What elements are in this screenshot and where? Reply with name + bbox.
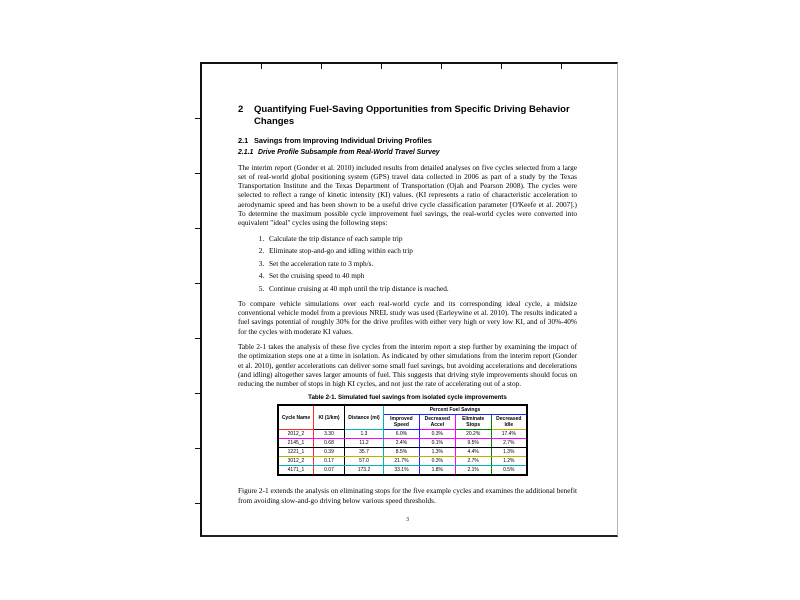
table-cell: 0.68	[314, 439, 345, 448]
table-row	[278, 430, 527, 439]
table-cell: 0.5%	[491, 466, 527, 476]
chapter-number: 2	[238, 104, 244, 115]
chapter-heading	[238, 104, 577, 127]
table-cell: 173.2	[345, 466, 384, 476]
list-item: 5. Continue cruising at 40 mph until the trip distance is reached.	[266, 284, 577, 293]
table-cell: 2.4%	[384, 439, 420, 448]
table-cell: 8.5%	[384, 448, 420, 457]
table-cell: 9.5%	[455, 439, 491, 448]
table-cell: 21.7%	[384, 457, 420, 466]
table-header	[278, 405, 527, 430]
table-cell: 1.3%	[419, 448, 455, 457]
column-group-header-percent-fuel-savings: Percent Fuel Savings	[384, 405, 528, 415]
subsection-heading	[238, 149, 577, 158]
list-item: 1. Calculate the trip distance of each sample trip	[266, 234, 577, 243]
table-cell: 35.7	[345, 448, 384, 457]
section-heading	[238, 136, 577, 145]
table-cell: 1.2%	[491, 457, 527, 466]
section-number: 2.1	[238, 136, 249, 145]
page-number: 3	[406, 517, 409, 524]
table-cell: 1.3	[345, 430, 384, 439]
table-cell: 11.2	[345, 439, 384, 448]
column-header-distance: Distance (mi)	[345, 405, 384, 430]
paragraph-table-discussion: Table 2-1 takes the analysis of these five cycles from the interim report a step further by examining the impact of the optimization steps one at a time in isolation. As indicated by other simulations from the interim report (Gonder et al. 2010), gentler accelerations can deliver some small fuel savings, but avoiding accelerations and decelerations (and idling) altogether saves larger amounts of fuel. This suggests that driving style improvements should focus on reducing the number of stops in high KI cycles, and not just the rate of accelerating out of a stop.	[238, 342, 577, 389]
list-item: 3. Set the acceleration rate to 3 mph/s.	[266, 259, 577, 268]
table-cell: 2145_1	[278, 439, 314, 448]
table-cell: 0.17	[314, 457, 345, 466]
fuel-savings-table-wrapper	[277, 404, 528, 476]
list-item: 2. Eliminate stop-and-go and idling within each trip	[266, 246, 577, 255]
section-title: Savings from Improving Individual Driving Profiles	[254, 136, 432, 145]
column-header-ki: KI (1/km)	[314, 405, 345, 430]
table-row	[278, 448, 527, 457]
table-cell: 3012_2	[278, 457, 314, 466]
column-header-cycle-name: Cycle Name	[278, 405, 314, 430]
document-page	[200, 62, 618, 537]
table-cell: 6.0%	[384, 430, 420, 439]
table-cell: 20.2%	[455, 430, 491, 439]
table-cell: 1.3%	[491, 448, 527, 457]
paragraph-intro: The interim report (Gonder et al. 2010) included results from detailed analyses on five cycles selected from a large set of real-world global positioning system (GPS) travel data collected in 2006 as part of a study by the Texas Transportation Institute and the Texas Department of Transportation (Ojah and Pearson 2008). The cycles were selected to reflect a range of kinetic intensity (KI) values. (KI represents a ratio of characteristic acceleration to aerodynamic speed and has been shown to be a useful drive cycle classification parameter [O'Keefe et al. 2007].) To determine the maximum possible cycle improvement fuel savings, the real-world cycles were converted into equivalent "ideal" cycles using the following steps:	[238, 162, 577, 228]
subsection-title: Drive Profile Subsample from Real-World Travel Survey	[258, 149, 440, 156]
column-header-decreased-idle: Decreased Idle	[491, 415, 527, 430]
paragraph-comparison: To compare vehicle simulations over each real-world cycle and its corresponding ideal cycle, a midsize conventional vehicle model from a previous NREL study was used (Earleywine et al. 2010). The results indicated a fuel savings potential of roughly 30% for the drive profiles with either very high or very low KI, and of 30%-40% for the cycles with moderate KI values.	[238, 298, 577, 336]
page-content	[202, 64, 617, 535]
table-cell: 0.3%	[419, 457, 455, 466]
column-header-decreased-accel: Decreased Accel	[419, 415, 455, 430]
table-cell: 2.1%	[455, 466, 491, 476]
table-cell: 0.39	[314, 448, 345, 457]
table-cell: 1.8%	[419, 466, 455, 476]
table-cell: 0.3%	[419, 430, 455, 439]
table-cell: 2012_2	[278, 430, 314, 439]
table-body	[278, 430, 527, 476]
table-cell: 33.1%	[384, 466, 420, 476]
paragraph-figure-reference: Figure 2-1 extends the analysis on eliminating stops for the five example cycles and examines the additional benefit from avoiding slow-and-go driving below various speed thresholds.	[238, 486, 577, 505]
table-cell: 3.30	[314, 430, 345, 439]
table-row	[278, 439, 527, 448]
chapter-title: Quantifying Fuel-Saving Opportunities from Specific Driving Behavior Changes	[254, 104, 570, 127]
table-cell: 1221_1	[278, 448, 314, 457]
table-cell: 4.4%	[455, 448, 491, 457]
table-cell: 2.7%	[491, 439, 527, 448]
ideal-cycle-steps-list	[238, 234, 577, 293]
table-cell: 17.4%	[491, 430, 527, 439]
table-cell: 2.7%	[455, 457, 491, 466]
table-cell: 0.07	[314, 466, 345, 476]
subsection-number: 2.1.1	[238, 149, 254, 156]
table-cell: 0.1%	[419, 439, 455, 448]
fuel-savings-table	[277, 404, 528, 476]
table-caption: Table 2-1. Simulated fuel savings from isolated cycle improvements	[308, 394, 507, 402]
column-header-improved-speed: Improved Speed	[384, 415, 420, 430]
table-row	[278, 466, 527, 476]
table-cell: 57.0	[345, 457, 384, 466]
table-cell: 4171_1	[278, 466, 314, 476]
column-header-eliminate-stops: Eliminate Stops	[455, 415, 491, 430]
table-row	[278, 457, 527, 466]
list-item: 4. Set the cruising speed to 40 mph	[266, 271, 577, 280]
